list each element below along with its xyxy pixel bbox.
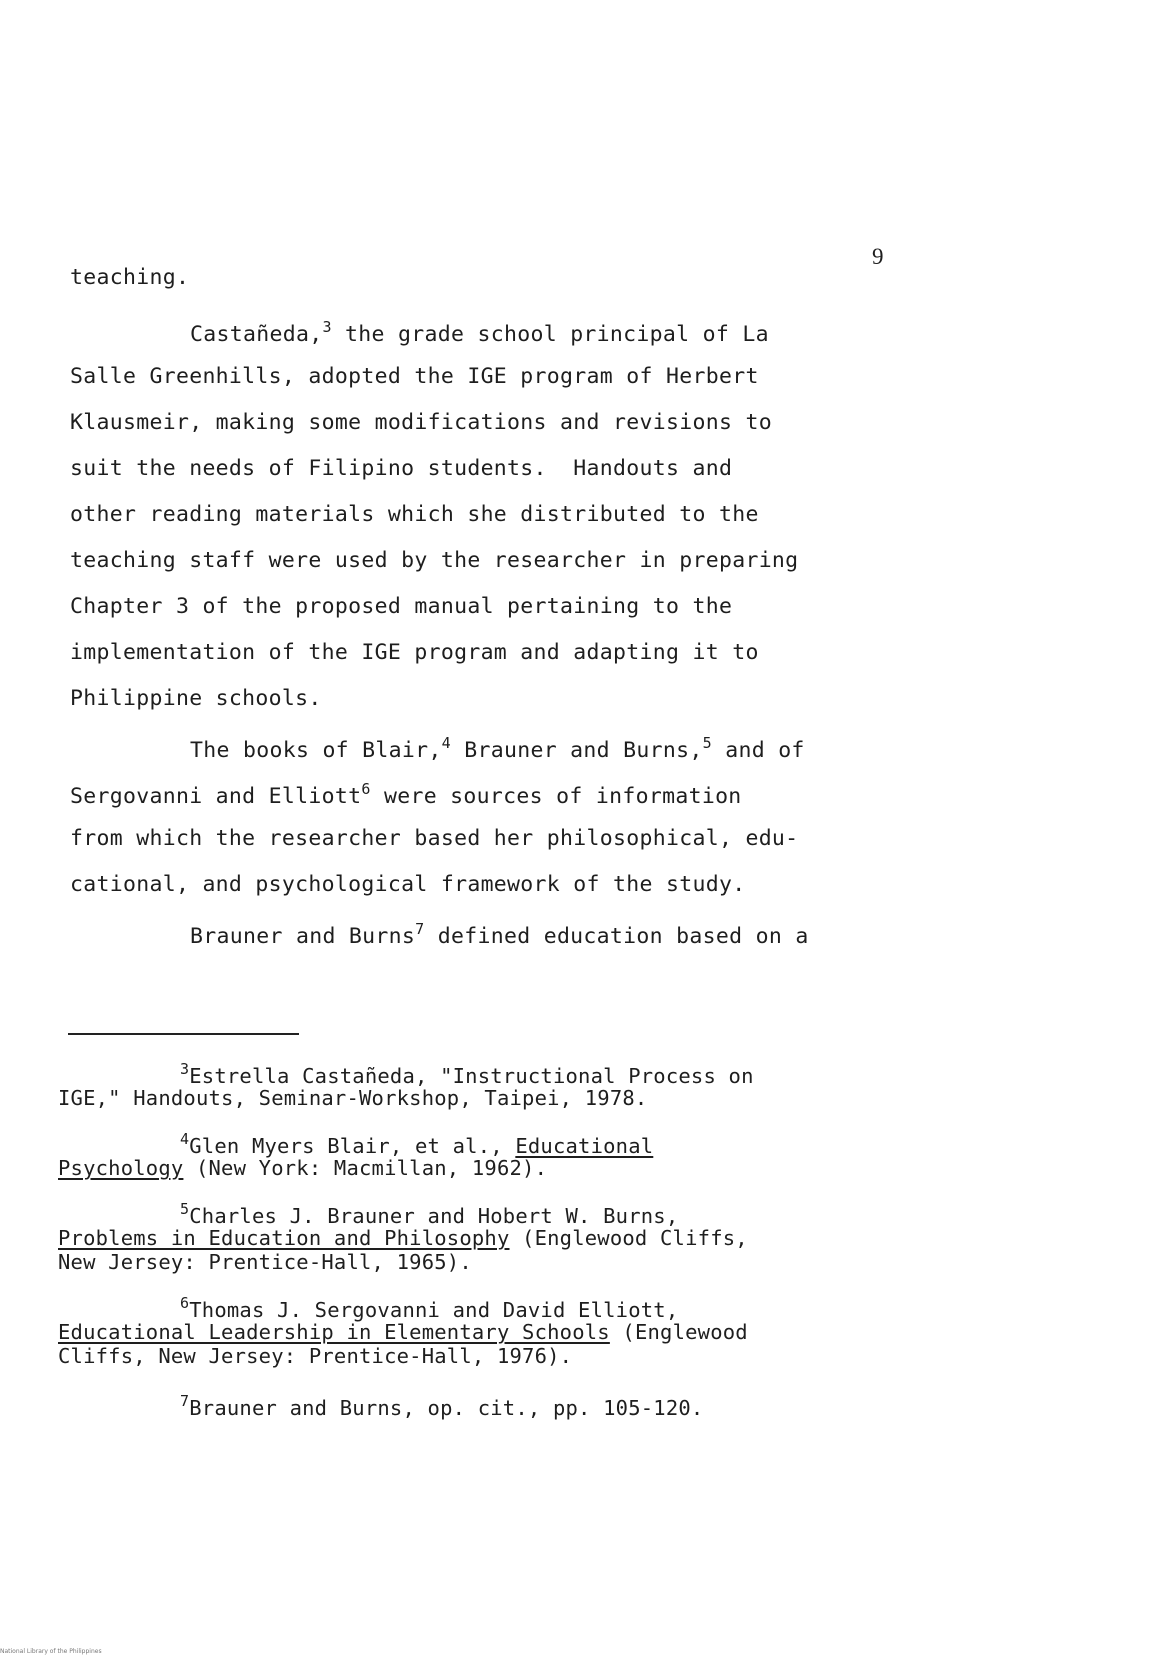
text-span: Charles J. Brauner and Hobert W. Burns, <box>189 1204 679 1228</box>
footnote-line: Cliffs, New Jersey: Prentice-Hall, 1976). <box>58 1344 573 1368</box>
book-title: Educational <box>515 1134 654 1158</box>
body-line <box>190 920 809 949</box>
body-line: from which the researcher based her philosophical, edu- <box>70 826 799 851</box>
text-span: Brauner and Burns <box>190 924 416 949</box>
footnote-number: 4 <box>180 1130 190 1148</box>
book-title: Psychology <box>58 1156 184 1180</box>
text-span: Brauner and Burns, <box>450 738 703 763</box>
body-line: Klausmeir, making some modifications and revisions to <box>70 410 772 435</box>
body-line: other reading materials which she distributed to the <box>70 502 759 527</box>
text-span: Estrella Castañeda, "Instructional Process on <box>189 1064 754 1088</box>
footnote-5 <box>180 1200 678 1228</box>
text-span: Sergovanni and Elliott <box>70 784 362 809</box>
book-title: Educational Leadership in Elementary Schools <box>58 1320 610 1344</box>
footnote-number: 6 <box>180 1294 190 1312</box>
footnote-divider <box>68 1033 299 1035</box>
footnote-7 <box>180 1392 703 1420</box>
body-line: Chapter 3 of the proposed manual pertaining to the <box>70 594 733 619</box>
body-line: Salle Greenhills, adopted the IGE program of Herbert <box>70 364 759 389</box>
footnote-number: 7 <box>180 1392 190 1410</box>
body-line: cational, and psychological framework of the study. <box>70 872 746 897</box>
text-span: (New York: Macmillan, 1962). <box>183 1156 548 1180</box>
text-span: and of <box>711 738 805 763</box>
page-number: 9 <box>872 244 884 269</box>
footnote-ref-6: 6 <box>361 780 371 798</box>
footnote-number: 5 <box>180 1200 190 1218</box>
footnote-number: 3 <box>180 1060 190 1078</box>
body-line: teaching staff were used by the researcher in preparing <box>70 548 799 573</box>
text-span: Glen Myers Blair, et al., <box>189 1134 516 1158</box>
footnote-ref-4: 4 <box>441 734 451 752</box>
footnote-line <box>58 1226 748 1250</box>
text-span: (Englewood <box>609 1320 748 1344</box>
body-line <box>190 318 769 347</box>
book-title: Problems in Education and Philosophy <box>58 1226 510 1250</box>
footnote-ref-7: 7 <box>415 920 425 938</box>
text-span: Thomas J. Sergovanni and David Elliott, <box>189 1298 679 1322</box>
text-span: defined education based on a <box>424 924 809 949</box>
text-span: Brauner and Burns, op. cit., pp. 105-120. <box>189 1396 704 1420</box>
body-line: Philippine schools. <box>70 686 322 711</box>
footnote-4 <box>180 1130 653 1158</box>
body-line: implementation of the IGE program and adapting it to <box>70 640 759 665</box>
footnote-ref-3: 3 <box>322 318 332 336</box>
text-span: The books of Blair, <box>190 738 442 763</box>
footnote-line <box>58 1320 748 1344</box>
footnote-6 <box>180 1294 678 1322</box>
footnote-line <box>58 1156 547 1180</box>
body-line: teaching. <box>70 265 190 290</box>
body-line: suit the needs of Filipino students. Handouts and <box>70 456 733 481</box>
footnote-ref-5: 5 <box>702 734 712 752</box>
text-span: Castañeda, <box>190 322 323 347</box>
text-span: the grade school principal of La <box>331 322 769 347</box>
footnote-line: New Jersey: Prentice-Hall, 1965). <box>58 1250 472 1274</box>
body-line <box>190 734 805 763</box>
footnote-3 <box>180 1060 754 1088</box>
body-line <box>70 780 742 809</box>
footnote-line: IGE," Handouts, Seminar-Workshop, Taipei, 1978. <box>58 1086 648 1110</box>
text-span: (Englewood Cliffs, <box>509 1226 748 1250</box>
text-span: were sources of information <box>370 784 742 809</box>
scan-footer: National Library of the Philippines <box>0 1648 102 1655</box>
